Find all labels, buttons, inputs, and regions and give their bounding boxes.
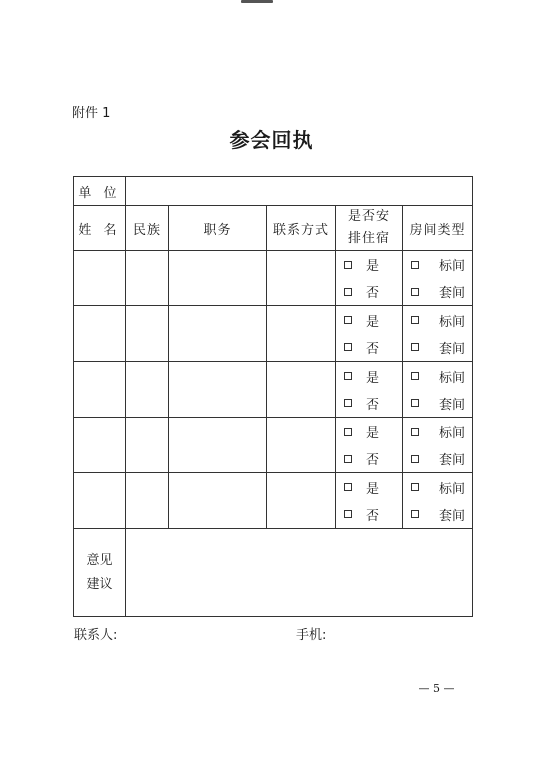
ethnicity-cell[interactable] bbox=[126, 418, 169, 473]
option-no-label: 否 bbox=[366, 453, 380, 468]
header-name: 姓 名 bbox=[74, 206, 126, 251]
option-suite-label: 套间 bbox=[439, 286, 466, 301]
reply-form-table bbox=[73, 176, 473, 617]
option-suite-label: 套间 bbox=[439, 453, 466, 468]
accommodation-yes-option[interactable] bbox=[336, 474, 402, 501]
checkbox-icon[interactable] bbox=[344, 510, 352, 518]
room-suite-option[interactable] bbox=[403, 501, 472, 528]
header-accommodation bbox=[336, 206, 403, 251]
option-suite-label: 套间 bbox=[439, 508, 466, 524]
room-suite-option[interactable] bbox=[403, 278, 472, 305]
accommodation-cell bbox=[336, 306, 403, 362]
room-suite-option[interactable] bbox=[403, 445, 472, 472]
checkbox-icon[interactable] bbox=[344, 316, 352, 324]
attendee-row bbox=[74, 473, 473, 529]
checkbox-icon[interactable] bbox=[411, 510, 419, 518]
page-title: 参会回执 bbox=[229, 128, 314, 152]
attendee-row bbox=[74, 251, 473, 306]
option-yes-label: 是 bbox=[366, 370, 380, 386]
option-no-label: 否 bbox=[366, 341, 380, 357]
attendee-row bbox=[74, 306, 473, 362]
name-cell[interactable] bbox=[74, 362, 126, 418]
room-type-cell bbox=[403, 306, 473, 362]
checkbox-icon[interactable] bbox=[344, 372, 352, 380]
checkbox-icon[interactable] bbox=[344, 261, 352, 269]
contact-cell[interactable] bbox=[267, 251, 336, 306]
position-cell[interactable] bbox=[169, 418, 267, 473]
checkbox-icon[interactable] bbox=[411, 343, 419, 351]
attendee-row bbox=[74, 418, 473, 473]
position-cell[interactable] bbox=[169, 306, 267, 362]
checkbox-icon[interactable] bbox=[411, 316, 419, 324]
option-no-label: 否 bbox=[366, 508, 380, 524]
accommodation-yes-option[interactable] bbox=[336, 251, 402, 278]
option-yes-label: 是 bbox=[366, 259, 380, 274]
room-standard-option[interactable] bbox=[403, 418, 472, 445]
checkbox-icon[interactable] bbox=[411, 261, 419, 269]
position-cell[interactable] bbox=[169, 251, 267, 306]
contact-cell[interactable] bbox=[267, 306, 336, 362]
header-accommodation-line2: 排住宿 bbox=[347, 231, 390, 246]
accommodation-no-option[interactable] bbox=[336, 278, 402, 305]
contact-cell[interactable] bbox=[267, 418, 336, 473]
room-suite-option[interactable] bbox=[403, 390, 472, 417]
option-standard-label: 标间 bbox=[439, 259, 466, 274]
position-cell[interactable] bbox=[169, 473, 267, 529]
option-no-label: 否 bbox=[366, 286, 380, 301]
room-standard-option[interactable] bbox=[403, 474, 472, 501]
option-standard-label: 标间 bbox=[439, 314, 466, 330]
contact-cell[interactable] bbox=[267, 473, 336, 529]
checkbox-icon[interactable] bbox=[411, 483, 419, 491]
room-standard-option[interactable] bbox=[403, 363, 472, 390]
header-row bbox=[74, 206, 473, 251]
ethnicity-cell[interactable] bbox=[126, 362, 169, 418]
suggestions-field[interactable] bbox=[126, 529, 473, 617]
suggestions-label-line1: 意见 bbox=[86, 552, 113, 568]
suggestions-label-line2: 建议 bbox=[86, 576, 113, 592]
accommodation-cell bbox=[336, 251, 403, 306]
checkbox-icon[interactable] bbox=[344, 399, 352, 407]
header-ethnicity: 民族 bbox=[126, 206, 169, 251]
accommodation-yes-option[interactable] bbox=[336, 307, 402, 334]
room-standard-option[interactable] bbox=[403, 251, 472, 278]
position-cell[interactable] bbox=[169, 362, 267, 418]
checkbox-icon[interactable] bbox=[411, 288, 419, 296]
option-standard-label: 标间 bbox=[439, 481, 466, 497]
accommodation-no-option[interactable] bbox=[336, 445, 402, 472]
suggestions-row bbox=[74, 529, 473, 617]
option-yes-label: 是 bbox=[366, 314, 380, 330]
ethnicity-cell[interactable] bbox=[126, 251, 169, 306]
name-cell[interactable] bbox=[74, 306, 126, 362]
attendee-row bbox=[74, 362, 473, 418]
room-standard-option[interactable] bbox=[403, 307, 472, 334]
unit-field[interactable] bbox=[126, 177, 473, 206]
option-yes-label: 是 bbox=[366, 426, 380, 441]
room-type-cell bbox=[403, 362, 473, 418]
checkbox-icon[interactable] bbox=[344, 483, 352, 491]
option-no-label: 否 bbox=[366, 397, 380, 413]
name-cell[interactable] bbox=[74, 251, 126, 306]
contact-cell[interactable] bbox=[267, 362, 336, 418]
checkbox-icon[interactable] bbox=[344, 428, 352, 436]
option-standard-label: 标间 bbox=[439, 370, 466, 386]
top-edge-mark bbox=[241, 0, 273, 3]
accommodation-no-option[interactable] bbox=[336, 334, 402, 361]
unit-row bbox=[74, 177, 473, 206]
option-suite-label: 套间 bbox=[439, 397, 466, 413]
room-type-cell bbox=[403, 418, 473, 473]
option-standard-label: 标间 bbox=[439, 426, 466, 441]
header-room-type: 房间类型 bbox=[403, 206, 473, 251]
checkbox-icon[interactable] bbox=[411, 455, 419, 463]
room-type-cell bbox=[403, 251, 473, 306]
suggestions-label bbox=[74, 529, 126, 617]
accommodation-cell bbox=[336, 362, 403, 418]
room-type-cell bbox=[403, 473, 473, 529]
option-yes-label: 是 bbox=[366, 481, 380, 497]
accommodation-cell bbox=[336, 418, 403, 473]
accommodation-no-option[interactable] bbox=[336, 390, 402, 417]
header-contact: 联系方式 bbox=[267, 206, 336, 251]
name-cell[interactable] bbox=[74, 418, 126, 473]
name-cell[interactable] bbox=[74, 473, 126, 529]
attachment-label: 附件 1 bbox=[72, 106, 111, 121]
ethnicity-cell[interactable] bbox=[126, 306, 169, 362]
phone-label: 手机: bbox=[296, 628, 327, 643]
checkbox-icon[interactable] bbox=[344, 288, 352, 296]
header-position: 职务 bbox=[169, 206, 267, 251]
checkbox-icon[interactable] bbox=[344, 455, 352, 463]
accommodation-yes-option[interactable] bbox=[336, 363, 402, 390]
accommodation-no-option[interactable] bbox=[336, 501, 402, 528]
option-suite-label: 套间 bbox=[439, 341, 466, 357]
checkbox-icon[interactable] bbox=[411, 372, 419, 380]
page-number: — 5 — bbox=[418, 682, 455, 695]
checkbox-icon[interactable] bbox=[344, 343, 352, 351]
header-accommodation-line1: 是否安 bbox=[347, 209, 390, 224]
accommodation-cell bbox=[336, 473, 403, 529]
room-suite-option[interactable] bbox=[403, 334, 472, 361]
checkbox-icon[interactable] bbox=[411, 428, 419, 436]
contact-person-label: 联系人: bbox=[74, 628, 118, 643]
accommodation-yes-option[interactable] bbox=[336, 418, 402, 445]
ethnicity-cell[interactable] bbox=[126, 473, 169, 529]
checkbox-icon[interactable] bbox=[411, 399, 419, 407]
unit-label: 单 位 bbox=[74, 177, 126, 206]
